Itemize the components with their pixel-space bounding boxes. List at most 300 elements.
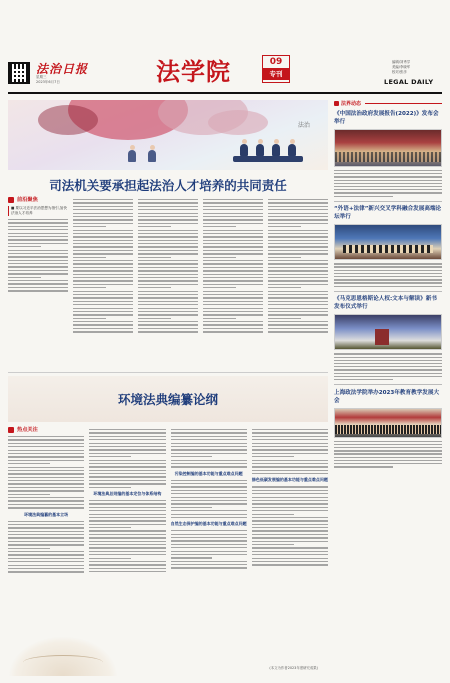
text-line	[8, 236, 68, 237]
text-line	[138, 291, 198, 292]
news-item-title[interactable]: 《中国法治政府发展报告(2022)》发布会举行	[334, 111, 439, 125]
text-line	[334, 170, 442, 171]
text-line	[252, 466, 328, 467]
text-line	[138, 263, 198, 264]
text-line	[334, 373, 442, 374]
text-line	[171, 429, 247, 430]
text-line	[73, 297, 133, 298]
text-line	[8, 497, 84, 498]
text-line	[334, 379, 393, 380]
text-line	[203, 213, 263, 214]
text-line	[203, 331, 263, 332]
text-line	[171, 540, 247, 541]
masthead-rule	[8, 92, 442, 94]
text-line	[73, 318, 106, 319]
text-line	[138, 287, 171, 288]
text-line	[73, 328, 133, 329]
text-line	[334, 266, 442, 267]
text-line	[73, 219, 133, 220]
text-line	[203, 274, 263, 275]
text-line	[203, 233, 263, 234]
text-line	[8, 290, 68, 291]
legal-daily-wordmark: LEGAL DAILY	[384, 78, 434, 86]
text-line	[89, 554, 165, 555]
text-line	[268, 331, 328, 332]
text-line	[334, 357, 442, 358]
text-line	[8, 256, 68, 257]
text-line	[73, 311, 133, 312]
text-line	[268, 199, 328, 200]
text-line	[268, 277, 328, 278]
text-line	[334, 353, 442, 354]
body-text-lines	[252, 429, 328, 474]
text-line	[89, 541, 165, 542]
body-text-lines	[171, 530, 247, 569]
text-line	[138, 219, 198, 220]
text-line	[252, 561, 328, 562]
text-line	[203, 209, 263, 210]
text-line	[89, 439, 165, 440]
text-line	[89, 480, 165, 481]
article-headline[interactable]: 环境法典编纂论纲	[117, 392, 218, 407]
text-line	[268, 236, 328, 237]
text-line	[252, 564, 328, 565]
text-line	[138, 216, 198, 217]
text-line	[8, 487, 84, 488]
text-line	[138, 250, 198, 251]
text-line	[73, 277, 133, 278]
text-line	[138, 236, 198, 237]
text-line	[171, 436, 247, 437]
text-line	[89, 551, 165, 552]
text-line	[203, 243, 263, 244]
text-line	[8, 287, 68, 288]
text-line	[89, 520, 165, 521]
section-marker-icon	[334, 101, 339, 106]
text-line	[89, 436, 165, 437]
text-line	[138, 324, 198, 325]
body-text-lines	[8, 436, 84, 509]
text-line	[89, 507, 165, 508]
text-line	[268, 318, 301, 319]
text-line	[73, 294, 133, 295]
text-line	[89, 456, 131, 457]
text-line	[89, 460, 165, 461]
paper-name: 法治日报	[36, 62, 89, 76]
text-line	[89, 487, 131, 488]
text-line	[203, 246, 263, 247]
illustration-label: 法治	[297, 122, 310, 129]
text-line	[73, 240, 133, 241]
text-line	[171, 497, 247, 498]
text-line	[171, 453, 247, 454]
editor-credit: 校对/张彦	[392, 70, 407, 74]
text-line	[252, 534, 328, 535]
text-line	[252, 554, 328, 555]
text-line	[8, 439, 84, 440]
text-line	[73, 246, 133, 247]
issue-label: 专刊	[263, 68, 289, 80]
text-line	[268, 253, 328, 254]
text-line	[171, 490, 247, 491]
text-line	[171, 493, 247, 494]
text-line	[8, 263, 68, 264]
publication-meta	[36, 75, 60, 85]
text-line	[8, 283, 68, 284]
text-line	[8, 500, 84, 501]
text-line	[8, 443, 84, 444]
subheading: 污染控制编的基本功能与重点难点问题	[174, 470, 243, 476]
text-line	[268, 291, 328, 292]
text-line	[8, 531, 84, 532]
text-line	[334, 273, 442, 274]
text-line	[138, 253, 198, 254]
text-line	[89, 446, 165, 447]
text-line	[73, 314, 133, 315]
text-line	[73, 257, 106, 258]
text-line	[138, 202, 198, 203]
text-line	[89, 514, 165, 515]
text-line	[8, 219, 68, 220]
text-line	[171, 534, 247, 535]
text-line	[138, 328, 198, 329]
text-line	[171, 557, 213, 558]
text-line	[171, 500, 247, 501]
text-line	[268, 274, 328, 275]
text-line	[138, 243, 198, 244]
text-line	[268, 226, 301, 227]
body-text-lines	[89, 429, 165, 488]
text-line	[268, 304, 328, 305]
text-line	[8, 477, 84, 478]
text-line	[73, 216, 133, 217]
text-line	[268, 260, 328, 261]
text-line	[89, 547, 165, 548]
section-marker-icon	[8, 427, 14, 433]
text-line	[138, 226, 171, 227]
news-item-title[interactable]: 上海政法学院举办2023年教育教学发展大会	[334, 389, 440, 404]
text-line	[203, 263, 263, 264]
text-line	[171, 483, 247, 484]
text-line	[138, 284, 198, 285]
text-line	[8, 565, 84, 566]
text-line	[252, 544, 294, 545]
text-line	[252, 500, 328, 501]
text-line	[252, 493, 328, 494]
text-line	[8, 524, 84, 525]
text-line	[171, 517, 247, 518]
text-line	[203, 291, 263, 292]
text-line	[8, 568, 84, 569]
text-line	[334, 363, 442, 364]
text-line	[8, 541, 84, 542]
text-line	[203, 206, 263, 207]
text-line	[268, 314, 328, 315]
text-line	[89, 443, 165, 444]
text-line	[8, 436, 84, 437]
text-line	[73, 213, 133, 214]
text-line	[138, 230, 198, 231]
text-line	[334, 279, 442, 280]
text-line	[73, 304, 133, 305]
news-photo	[334, 224, 442, 260]
text-line	[73, 243, 133, 244]
text-line	[334, 466, 393, 467]
text-line	[138, 267, 198, 268]
text-line	[73, 250, 133, 251]
text-line	[8, 222, 68, 223]
text-line	[8, 561, 84, 562]
text-line	[268, 294, 328, 295]
text-line	[73, 301, 133, 302]
text-line	[334, 360, 442, 361]
text-line	[8, 558, 84, 559]
text-line	[171, 449, 247, 450]
text-line	[252, 439, 328, 440]
body-text-lines	[171, 429, 247, 468]
text-line	[268, 270, 328, 271]
text-line	[252, 517, 328, 518]
text-line	[268, 213, 328, 214]
text-line	[8, 544, 84, 545]
text-line	[268, 321, 328, 322]
text-line	[252, 443, 328, 444]
text-line	[138, 260, 198, 261]
body-text-lines	[8, 219, 68, 292]
text-line	[171, 547, 247, 548]
text-line	[89, 561, 165, 562]
text-line	[89, 503, 165, 504]
article-judicial-talent	[8, 100, 328, 368]
qr-code-icon[interactable]	[8, 62, 30, 84]
article-body	[8, 196, 328, 335]
text-line	[8, 537, 84, 538]
text-line	[203, 277, 263, 278]
text-line	[334, 450, 442, 451]
text-line	[252, 497, 328, 498]
text-line	[334, 183, 442, 184]
news-sidebar	[334, 100, 442, 660]
text-line	[203, 324, 263, 325]
text-line	[203, 311, 263, 312]
article-illustration	[8, 100, 328, 170]
article-environmental-code	[8, 376, 328, 676]
text-line	[89, 470, 165, 471]
text-line	[73, 284, 133, 285]
text-line	[268, 267, 328, 268]
text-line	[89, 537, 165, 538]
text-line	[171, 551, 247, 552]
text-line	[252, 547, 328, 548]
text-line	[138, 199, 198, 200]
text-line	[89, 558, 131, 559]
text-line	[203, 301, 263, 302]
text-line	[268, 301, 328, 302]
text-line	[8, 548, 50, 549]
text-line	[171, 530, 247, 531]
text-line	[203, 202, 263, 203]
text-line	[171, 510, 247, 511]
masthead	[0, 0, 450, 96]
text-line	[203, 257, 236, 258]
text-line	[171, 456, 213, 457]
text-line	[171, 466, 247, 467]
subheading: 绿色低碳发展编的基本功能与重点难点问题	[251, 477, 328, 483]
text-line	[171, 507, 213, 508]
text-line	[138, 246, 198, 247]
text-line	[171, 537, 247, 538]
text-line	[203, 287, 236, 288]
article-divider	[8, 372, 328, 373]
text-line	[203, 294, 263, 295]
text-line	[138, 206, 198, 207]
text-line	[203, 314, 263, 315]
text-line	[268, 216, 328, 217]
text-line	[138, 209, 198, 210]
text-line	[89, 449, 165, 450]
text-line	[89, 429, 165, 430]
body-text-lines	[171, 480, 247, 519]
text-line	[138, 308, 198, 309]
text-line	[73, 202, 133, 203]
text-line	[89, 571, 165, 572]
text-line	[73, 223, 133, 224]
text-line	[203, 328, 263, 329]
text-line	[203, 219, 263, 220]
text-line	[89, 544, 165, 545]
text-line	[203, 304, 263, 305]
text-line	[89, 432, 165, 433]
text-line	[203, 284, 263, 285]
text-line	[89, 527, 131, 528]
text-line	[203, 226, 236, 227]
text-line	[252, 551, 328, 552]
text-line	[73, 270, 133, 271]
text-line	[252, 446, 328, 447]
text-line	[138, 274, 198, 275]
text-line	[73, 267, 133, 268]
text-line	[171, 564, 247, 565]
text-line	[334, 376, 442, 377]
text-line	[8, 527, 84, 528]
text-line	[171, 567, 247, 568]
subheading: 环境法典总则编的基本定位与体系结构	[93, 490, 162, 496]
text-line	[89, 568, 165, 569]
text-line	[334, 369, 442, 370]
body-text-lines	[203, 199, 263, 333]
text-line	[252, 527, 328, 528]
text-line	[89, 564, 165, 565]
text-line	[334, 276, 442, 277]
text-line	[203, 297, 263, 298]
text-line	[8, 460, 84, 461]
text-line	[73, 233, 133, 234]
text-line	[268, 297, 328, 298]
text-line	[252, 429, 328, 430]
body-text-lines	[73, 199, 133, 333]
column-tag: 前沿聚焦	[8, 196, 68, 203]
text-line	[268, 209, 328, 210]
text-line	[8, 280, 68, 281]
text-line	[252, 463, 328, 464]
text-line	[8, 246, 41, 247]
text-line	[252, 486, 328, 487]
text-line	[171, 443, 247, 444]
text-line	[334, 173, 442, 174]
text-line	[334, 453, 442, 454]
text-line	[89, 500, 165, 501]
text-line	[171, 460, 247, 461]
text-line	[8, 480, 84, 481]
text-line	[138, 213, 198, 214]
text-line	[8, 270, 68, 271]
text-line	[73, 260, 133, 261]
text-line	[334, 180, 442, 181]
news-item-title[interactable]: 《马克思恩格斯论人权:文本与解读》新书发布仪式举行	[334, 296, 437, 311]
text-line	[73, 274, 133, 275]
text-line	[334, 444, 442, 445]
text-line	[171, 514, 247, 515]
text-line	[8, 470, 84, 471]
text-line	[171, 432, 247, 433]
body-text-lines	[334, 263, 442, 287]
text-line	[334, 196, 393, 197]
editor-credit: 编辑/刘秀学	[392, 60, 411, 64]
text-line	[138, 297, 198, 298]
text-line	[334, 441, 442, 442]
subheading: 自然生态保护编的基本功能与重点难点问题	[170, 521, 247, 527]
text-line	[138, 257, 171, 258]
text-line	[138, 294, 198, 295]
text-line	[334, 460, 442, 461]
text-line	[171, 554, 247, 555]
text-line	[89, 473, 165, 474]
article-headline[interactable]: 司法机关要承担起法治人才培养的共同责任	[49, 178, 287, 193]
editor-credit: 美编/李晓军	[392, 65, 411, 69]
text-line	[203, 223, 263, 224]
text-line	[138, 277, 198, 278]
text-line	[73, 226, 106, 227]
text-line	[252, 432, 328, 433]
text-line	[334, 189, 442, 190]
text-line	[89, 530, 165, 531]
text-line	[138, 301, 198, 302]
text-line	[252, 460, 328, 461]
text-line	[8, 504, 84, 505]
text-line	[8, 507, 84, 508]
text-line	[138, 240, 198, 241]
text-line	[203, 199, 263, 200]
text-line	[334, 270, 442, 271]
text-line	[8, 253, 68, 254]
section-title: 法学院	[156, 57, 231, 86]
news-item-title[interactable]: “外语+法律”新兴交叉学科融合发展高端论坛举行	[334, 206, 442, 221]
text-line	[73, 206, 133, 207]
text-line	[268, 280, 328, 281]
text-line	[89, 476, 165, 477]
body-text-lines	[334, 170, 442, 197]
text-line	[252, 507, 328, 508]
text-line	[8, 483, 84, 484]
text-line	[73, 324, 133, 325]
text-line	[252, 510, 328, 511]
section-marker-icon	[8, 197, 14, 203]
text-line	[171, 561, 247, 562]
text-line	[138, 314, 198, 315]
text-line	[8, 243, 68, 244]
subheading: 环境法典编纂的基本立场	[24, 511, 69, 517]
text-line	[203, 250, 263, 251]
